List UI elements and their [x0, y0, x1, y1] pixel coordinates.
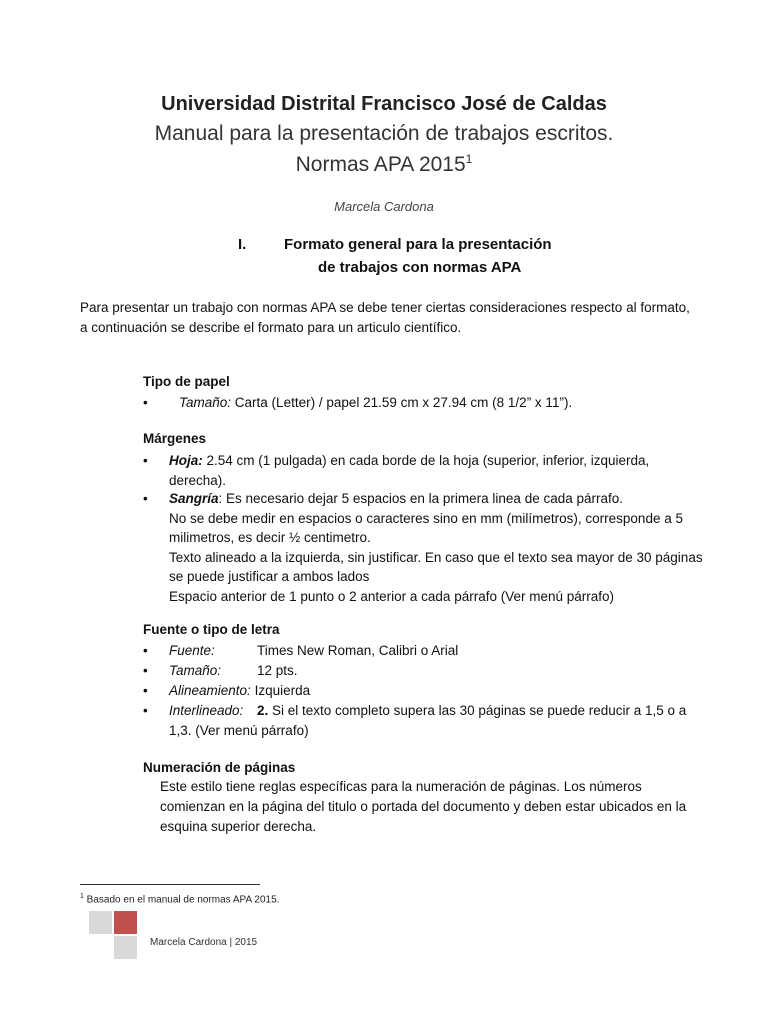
item-value-line1: : Es necesario dejar 5 espacios en la primera linea de cada párrafo.	[218, 491, 624, 506]
university-title: Universidad Distrital Francisco José de Caldas	[161, 93, 607, 115]
item-value: Carta (Letter) / papel 21.59 cm x 27.94 cm (8 1/2” x 11”).	[231, 395, 573, 410]
heading-fuente: Fuente o tipo de letra	[143, 622, 280, 637]
bullet-icon: •	[143, 453, 148, 468]
item-value-line3: Texto alineado a la izquierda, sin justificar. En caso que el texto sea mayor de 30 páginas se puede justificar a ambos lados	[169, 549, 703, 584]
list-item-text	[169, 641, 703, 661]
heading-margenes: Márgenes	[143, 431, 207, 446]
footer-decor-square-gray-lower	[114, 936, 137, 959]
section-number: I.	[238, 236, 247, 253]
footer-text: Marcela Cardona | 2015	[150, 937, 258, 948]
item-label: Tamaño:	[179, 395, 232, 410]
item-label: Tamaño:	[169, 663, 222, 678]
list-item-text	[169, 681, 703, 701]
bullet-icon: •	[143, 663, 148, 678]
list-item-text	[169, 701, 703, 740]
item-value: Izquierda	[254, 683, 311, 698]
list-item-text	[179, 393, 713, 413]
section-title-line2: de trabajos con normas APA	[318, 259, 522, 276]
list-item-text	[169, 451, 703, 490]
bullet-icon: •	[143, 395, 148, 410]
list-item-text	[169, 661, 703, 681]
item-value: 12 pts.	[257, 663, 298, 678]
heading-numeracion: Numeración de páginas	[143, 760, 296, 775]
normas-title	[0, 152, 768, 177]
footnote-mark: 1	[80, 893, 84, 900]
list-item-text	[169, 489, 703, 606]
item-label: Hoja:	[169, 453, 203, 468]
footnote-text: Basado en el manual de normas APA 2015.	[83, 894, 280, 906]
numeracion-paragraph: Este estilo tiene reglas específicas para la numeración de páginas. Los números comienzan en la página del titulo o portada del documento y deben estar ubicados en la esquina superior derecha.	[160, 779, 687, 834]
bullet-icon: •	[143, 643, 148, 658]
item-value: Si el texto completo supera las 30 páginas se puede reducir a 1,5 o a 1,3. (Ver menú párrafo)	[169, 703, 687, 738]
item-value: Times New Roman, Calibri o Arial	[257, 643, 459, 658]
item-label: Interlineado:	[169, 703, 244, 718]
footer-decor-square-gray	[89, 911, 112, 934]
footnote-ref: 1	[465, 152, 473, 166]
item-value-line4: Espacio anterior de 1 punto o 2 anterior a cada párrafo (Ver menú párrafo)	[169, 588, 615, 604]
bullet-icon: •	[143, 703, 148, 718]
bullet-icon: •	[143, 491, 148, 506]
footer-decor-square-red	[114, 911, 137, 934]
bullet-icon: •	[143, 683, 148, 698]
item-value-line2: No se debe medir en espacios o caracteres sino en mm (milímetros), corresponde a 5 milimetros, es decir ½ centimetro.	[169, 510, 683, 545]
item-label: Sangría	[169, 491, 219, 506]
item-value-bold: 2.	[257, 703, 269, 718]
footnote	[80, 893, 279, 905]
item-value: 2.54 cm (1 pulgada) en cada borde de la hoja (superior, inferior, izquierda, derecha).	[169, 453, 650, 488]
section-title-line1: Formato general para la presentación	[284, 236, 552, 253]
intro-paragraph: Para presentar un trabajo con normas APA se debe tener ciertas consideraciones respecto al formato, a continuación se describe el formato para un articulo científico.	[80, 300, 690, 335]
normas-text: Normas APA 2015	[295, 153, 466, 176]
author-name: Marcela Cardona	[334, 199, 434, 214]
footnote-divider	[80, 884, 260, 885]
heading-tipo-papel: Tipo de papel	[143, 374, 230, 389]
item-label: Alineamiento:	[169, 683, 251, 698]
item-label: Fuente:	[169, 643, 215, 658]
manual-title: Manual para la presentación de trabajos escritos.	[154, 122, 614, 145]
